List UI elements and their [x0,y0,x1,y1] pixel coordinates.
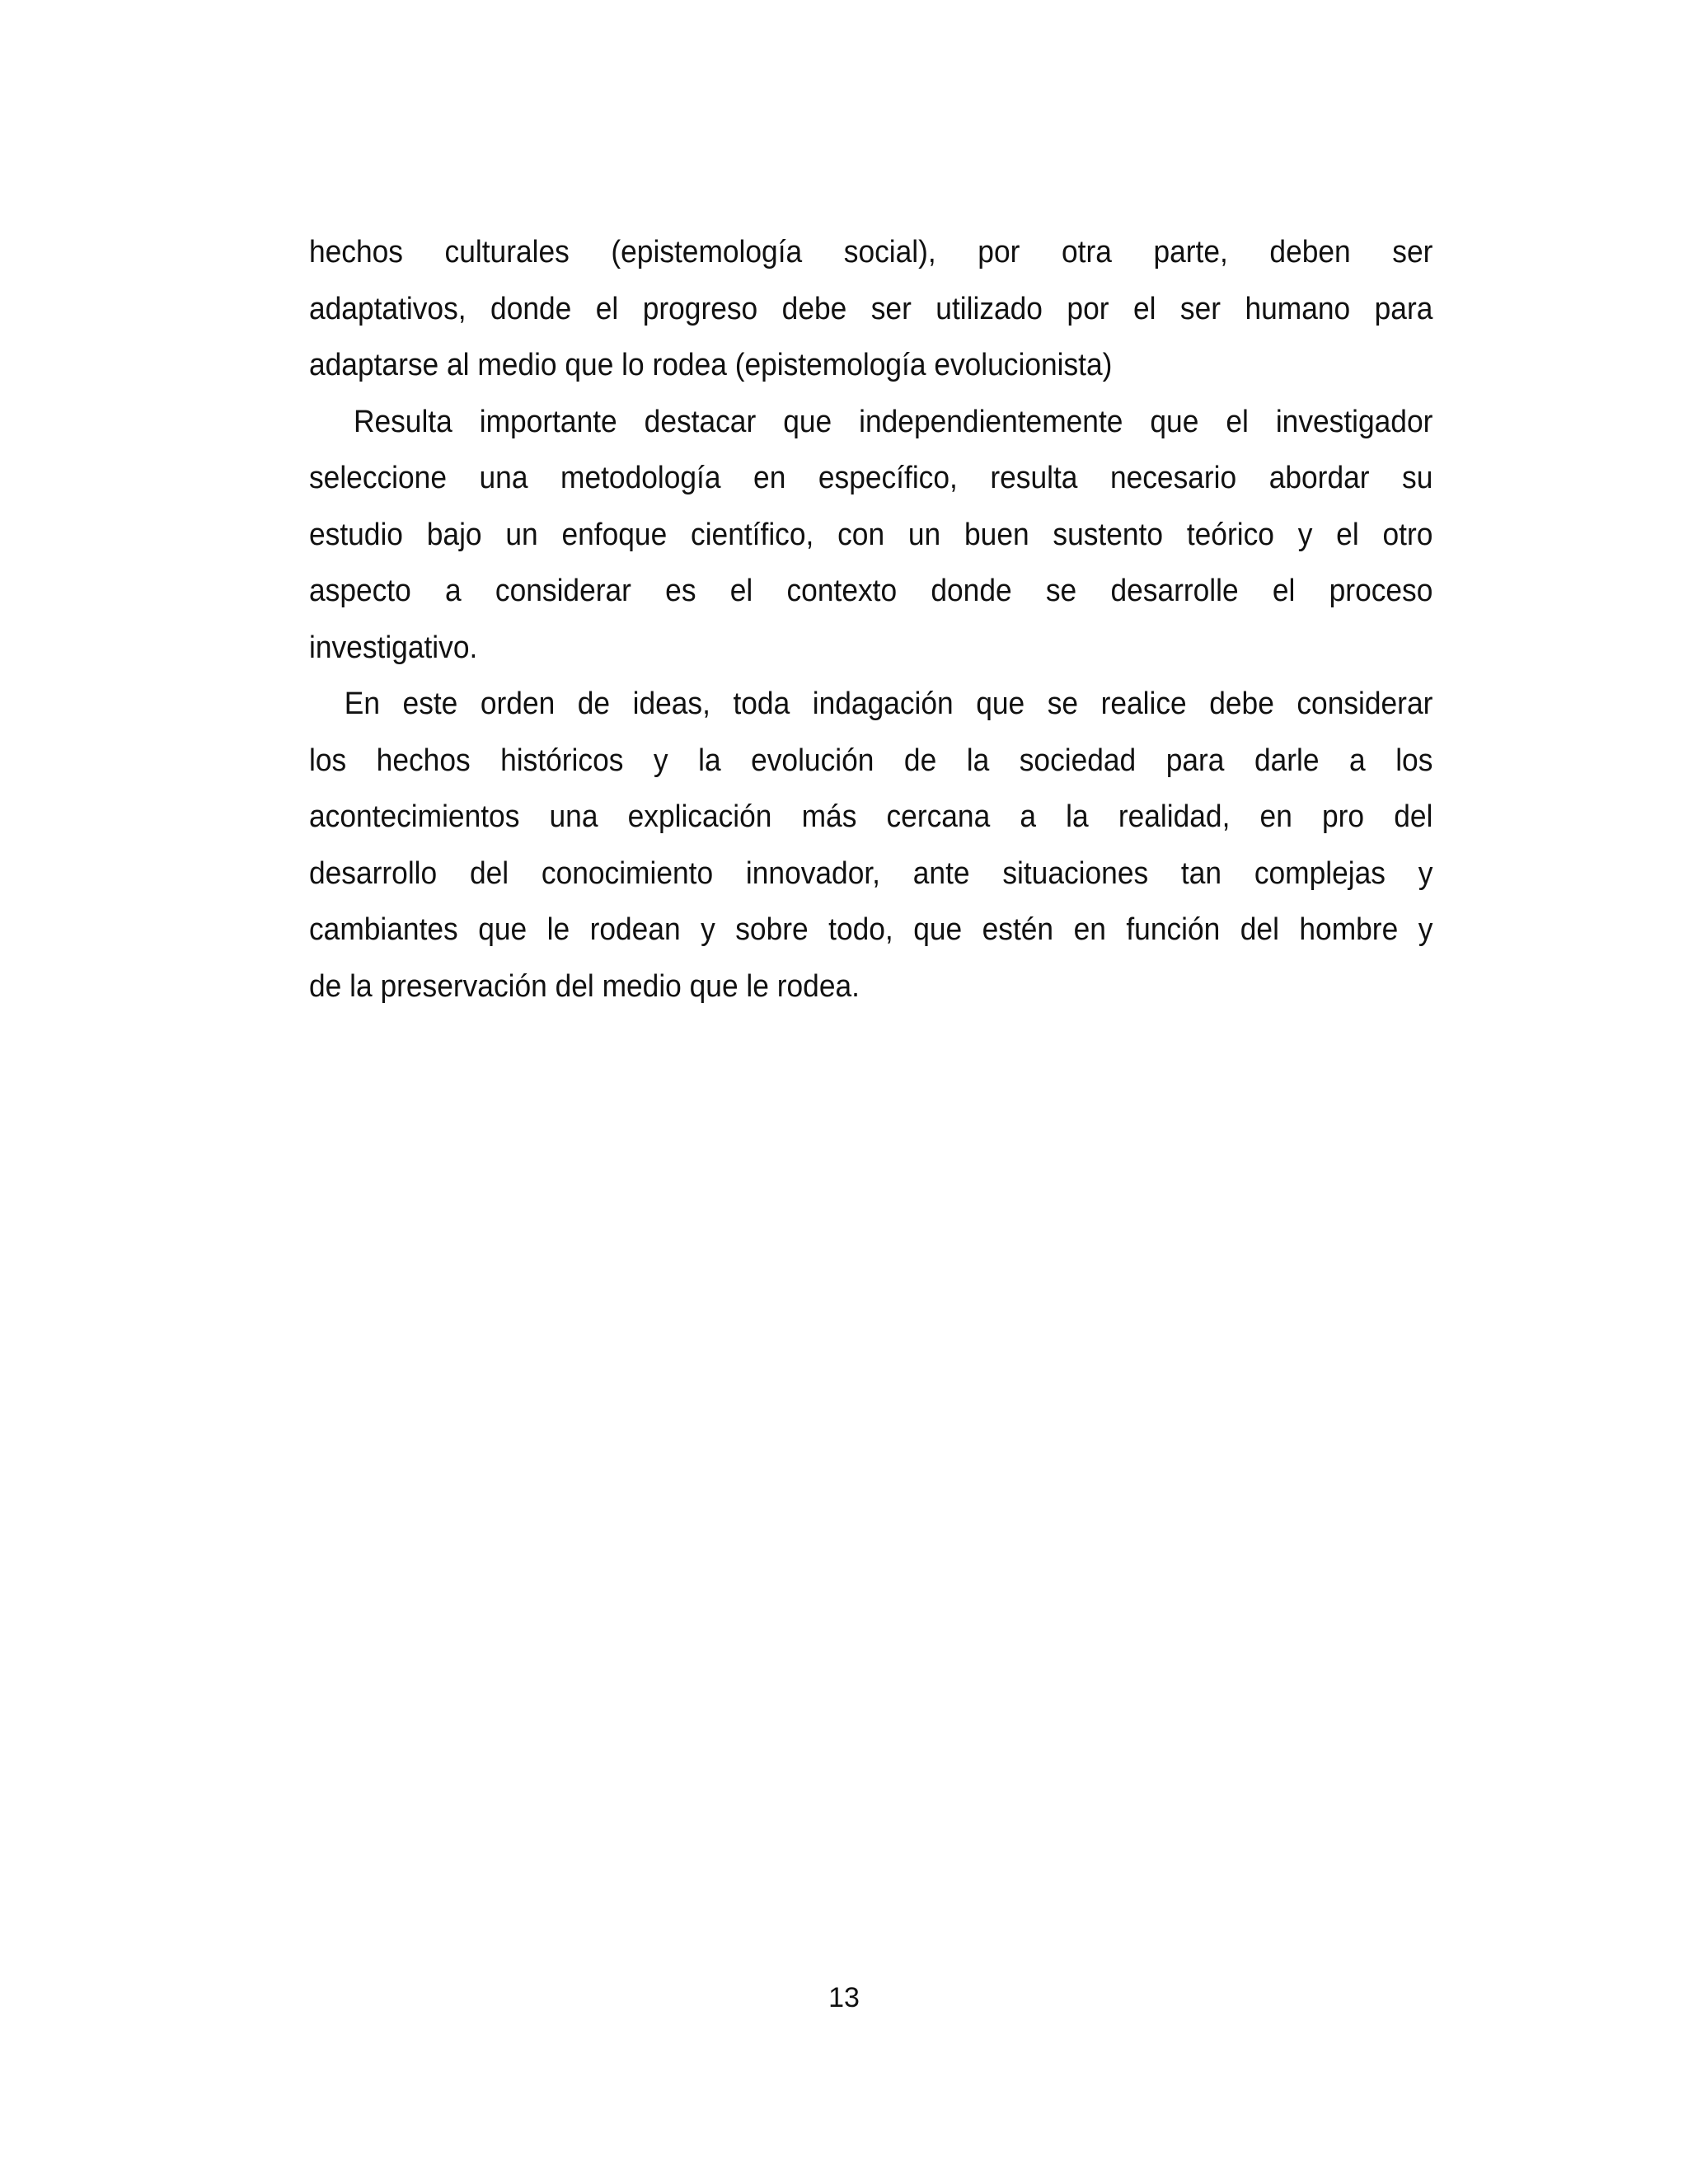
text-line: acontecimientos una explicación más cercana a la realidad, en pro del [309,799,1433,834]
page-number: 13 [828,1982,860,2013]
paragraph-1 [309,224,1432,394]
text-line: En este orden de ideas, toda indagación que se realice debe considerar [344,687,1433,721]
text-line: los hechos históricos y la evolución de la sociedad para darle a los [309,743,1433,778]
text-line: de la preservación del medio que le rodea. [309,968,860,1004]
text-line: Resulta importante destacar que independientemente que el investigador [353,404,1433,439]
text-line: desarrollo del conocimiento innovador, ante situaciones tan complejas y [309,855,1433,891]
text-line: adaptativos, donde el progreso debe ser utilizado por el ser humano para [309,291,1433,326]
body-text [309,224,1432,1015]
text-line: hechos culturales (epistemología social), por otra parte, deben ser [309,235,1433,269]
text-line: seleccione una metodología en específico, resulta necesario abordar su [309,461,1433,495]
text-line: investigativo. [309,630,478,665]
paragraph-2 [309,394,1432,677]
text-line: cambiantes que le rodean y sobre todo, que estén en función del hombre y [309,912,1433,947]
text-line: estudio bajo un enfoque científico, con un buen sustento teórico y el otro [309,517,1433,552]
text-line: adaptarse al medio que lo rodea (epistemología evolucionista) [309,348,1113,382]
paragraph-3 [309,676,1432,1015]
text-line: aspecto a considerar es el contexto donde se desarrolle el proceso [309,574,1433,608]
